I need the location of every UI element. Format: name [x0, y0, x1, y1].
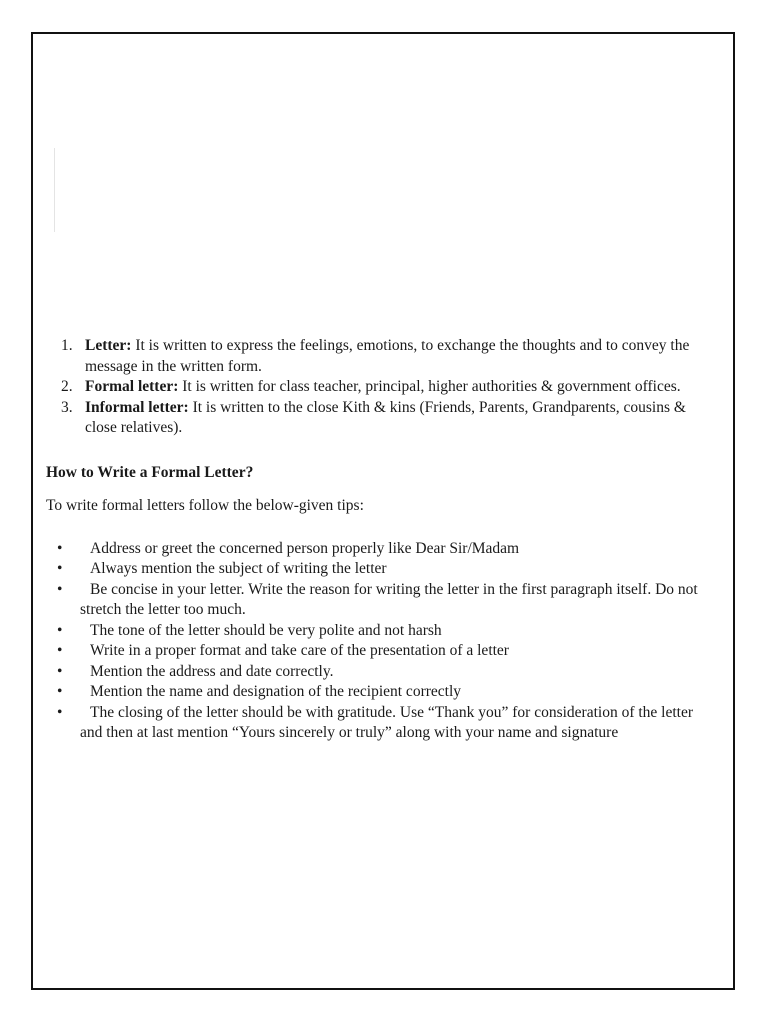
list-number: 2.: [61, 378, 73, 395]
tip-text: The tone of the letter should be very polite and not harsh: [90, 621, 442, 639]
margin-mark: [54, 148, 55, 232]
tip-item: [46, 662, 716, 683]
tip-item: [46, 682, 716, 703]
tip-text: Be concise in your letter. Write the reason for writing the letter in the first paragraph itself. Do not stretch the letter too much.: [80, 580, 698, 618]
definition-item: [46, 336, 716, 377]
tip-text: Mention the address and date correctly.: [90, 662, 334, 680]
bullet-icon: •: [57, 662, 63, 680]
definition-text: It is written to express the feelings, emotions, to exchange the thoughts and to convey the message in the written form.: [85, 337, 690, 375]
tip-text: Mention the name and designation of the recipient correctly: [90, 683, 462, 700]
tip-item: [46, 539, 716, 560]
tip-text: Write in a proper format and take care of the presentation of a letter: [90, 642, 509, 659]
section-heading: How to Write a Formal Letter?: [46, 463, 254, 481]
definition-term: Informal letter:: [85, 398, 189, 416]
list-number: 1.: [61, 337, 73, 354]
definition-term: Letter:: [85, 337, 132, 354]
list-number: 3.: [61, 398, 73, 416]
tip-item: [46, 621, 716, 642]
tip-text: The closing of the letter should be with gratitude. Use “Thank you” for consideration of the letter and then at last mention “Yours sincerely or truly” along with your name and signature: [80, 703, 694, 741]
tip-item: [46, 641, 716, 662]
tip-text: Address or greet the concerned person properly like Dear Sir/Madam: [90, 539, 520, 557]
tips-list: [46, 539, 716, 744]
tip-item: [46, 580, 716, 621]
definition-item: [46, 377, 716, 398]
definition-text: It is written to the close Kith & kins (Friends, Parents, Grandparents, cousins & close relatives).: [85, 398, 686, 436]
tip-item: [46, 559, 716, 580]
bullet-icon: •: [57, 642, 63, 659]
definitions-list: [46, 336, 716, 439]
document-body: [46, 336, 716, 744]
tip-text: Always mention the subject of writing the letter: [90, 560, 387, 577]
bullet-icon: •: [57, 580, 63, 598]
bullet-icon: •: [57, 560, 63, 577]
tip-item: [46, 703, 716, 744]
bullet-icon: •: [57, 703, 63, 721]
definition-text: It is written for class teacher, principal, higher authorities & government offices.: [178, 378, 681, 395]
intro-text: To write formal letters follow the below-given tips:: [46, 497, 364, 514]
bullet-icon: •: [57, 621, 63, 639]
definition-item: [46, 398, 716, 439]
bullet-icon: •: [57, 539, 63, 557]
bullet-icon: •: [57, 683, 63, 700]
definition-term: Formal letter:: [85, 378, 179, 395]
